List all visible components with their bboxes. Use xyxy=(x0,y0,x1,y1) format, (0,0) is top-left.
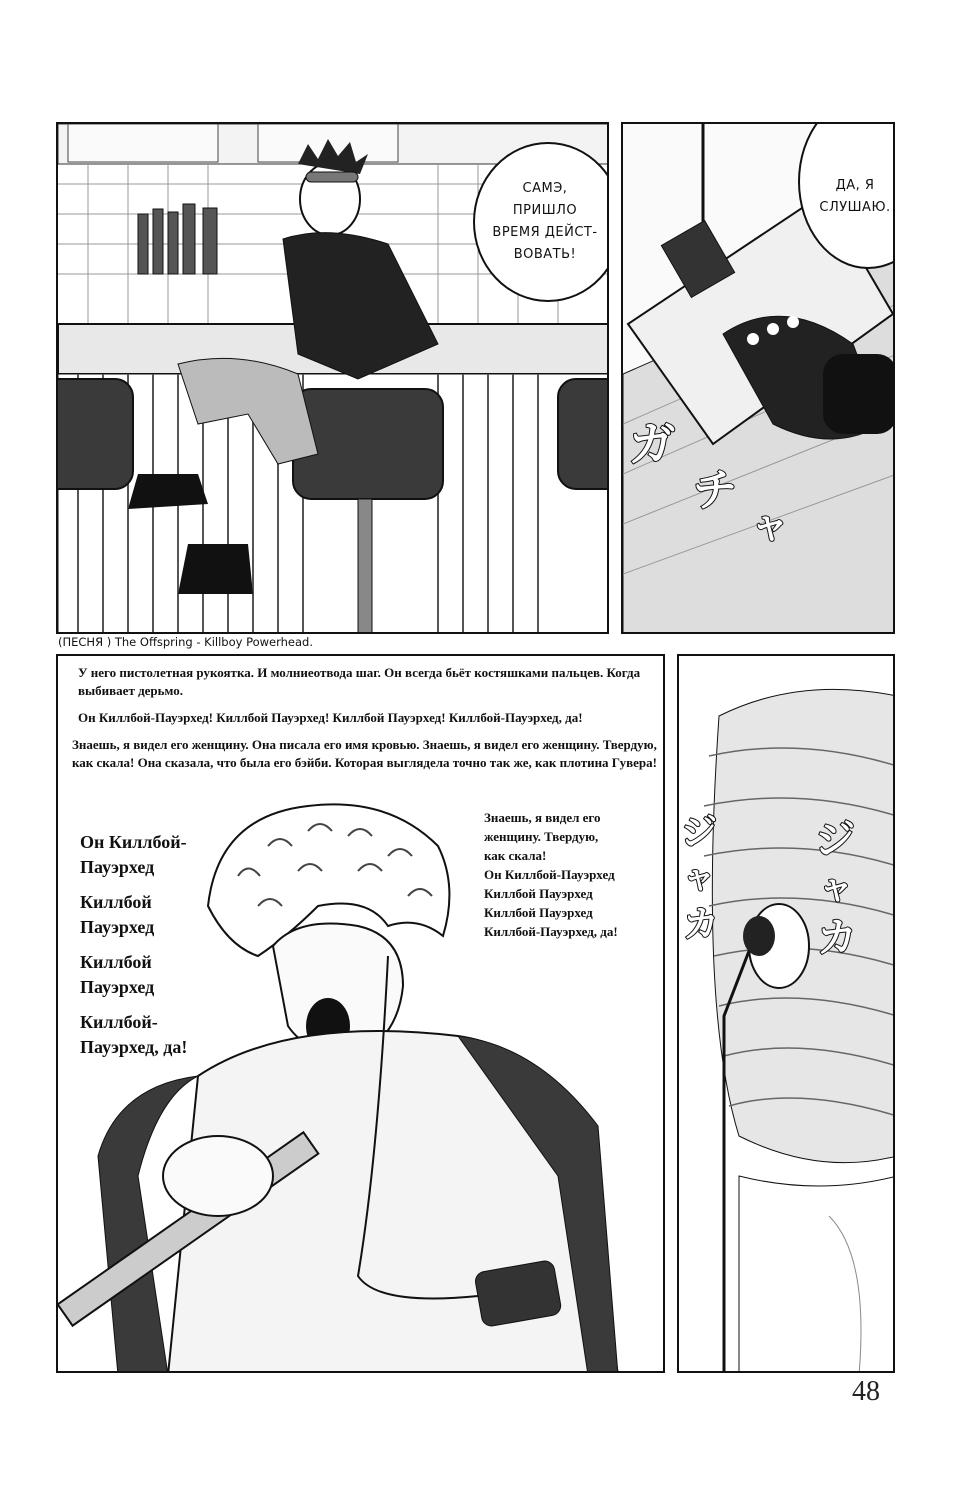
lyrics-paragraph: Он Киллбой-Пауэрхед! Киллбой Пауэрхед! Киллбой Пауэрхед! Киллбой-Пауэрхед, да! xyxy=(78,710,583,725)
lyrics-line: Киллбой Пауэрхед xyxy=(484,905,593,920)
sfx-ka-left: カ xyxy=(683,904,720,945)
lyrics-right-block xyxy=(484,808,664,941)
sfx-chi: チ xyxy=(693,465,737,516)
sfx-ja-left: ジ xyxy=(681,812,718,853)
lyrics-left-block xyxy=(80,830,220,1060)
lyrics-line: Киллбой Пауэрхед xyxy=(484,886,593,901)
lyrics-paragraph: У него пистолетная рукоятка. И молниеотвода шаг. Он всегда бьёт костяшками пальцев. Когда выбивает дерьмо. xyxy=(78,665,641,698)
panel-earphone xyxy=(677,654,895,1373)
panel-phone xyxy=(621,122,895,634)
song-caption: (ПЕСНЯ ) The Offspring - Killboy Powerhead. xyxy=(58,635,314,649)
sfx-ya-right: ャ xyxy=(819,868,853,908)
panel-singer xyxy=(56,654,665,1373)
lyrics-line: Он Киллбой-Пауэрхед xyxy=(484,867,615,882)
lyrics-line: Он Киллбой-Пауэрхед xyxy=(80,832,187,877)
sfx-ja-right: ジ xyxy=(815,817,855,863)
lyrics-line: женщину. Твердую, xyxy=(484,829,599,844)
lyrics-top-block xyxy=(72,664,662,772)
sfx-ya-left: ャ xyxy=(683,858,716,896)
sfx-ka-right: カ xyxy=(817,915,857,961)
speech-bubble-text: САМЭ, ПРИШЛО ВРЕМЯ ДЕЙСТ-ВОВАТЬ! xyxy=(492,181,598,262)
panel-bar-scene xyxy=(56,122,609,634)
lyrics-line: Киллбой-Пауэрхед, да! xyxy=(484,924,618,939)
sfx-ga: ガ xyxy=(629,417,675,471)
speech-bubble-text: ДА, Я СЛУШАЮ. xyxy=(819,177,891,215)
lyrics-line: Киллбой Пауэрхед xyxy=(80,952,155,997)
page-number: 48 xyxy=(852,1376,880,1407)
lyrics-line: Киллбой Пауэрхед xyxy=(80,892,155,937)
lyrics-line: Знаешь, я видел его xyxy=(484,810,601,825)
lyrics-line: как скала! xyxy=(484,848,547,863)
lyrics-line: Киллбой-Пауэрхед, да! xyxy=(80,1012,188,1057)
lyrics-paragraph: Знаешь, я видел его женщину. Она писала его имя кровью. Знаешь, я видел его женщину. Твердую, как скала! Она сказала, что была его бэйби. Которая выглядела точно так же, как плотина Гувера! xyxy=(72,737,657,770)
sfx-ya: ャ xyxy=(751,503,790,547)
earphone-illustration xyxy=(679,656,895,1373)
